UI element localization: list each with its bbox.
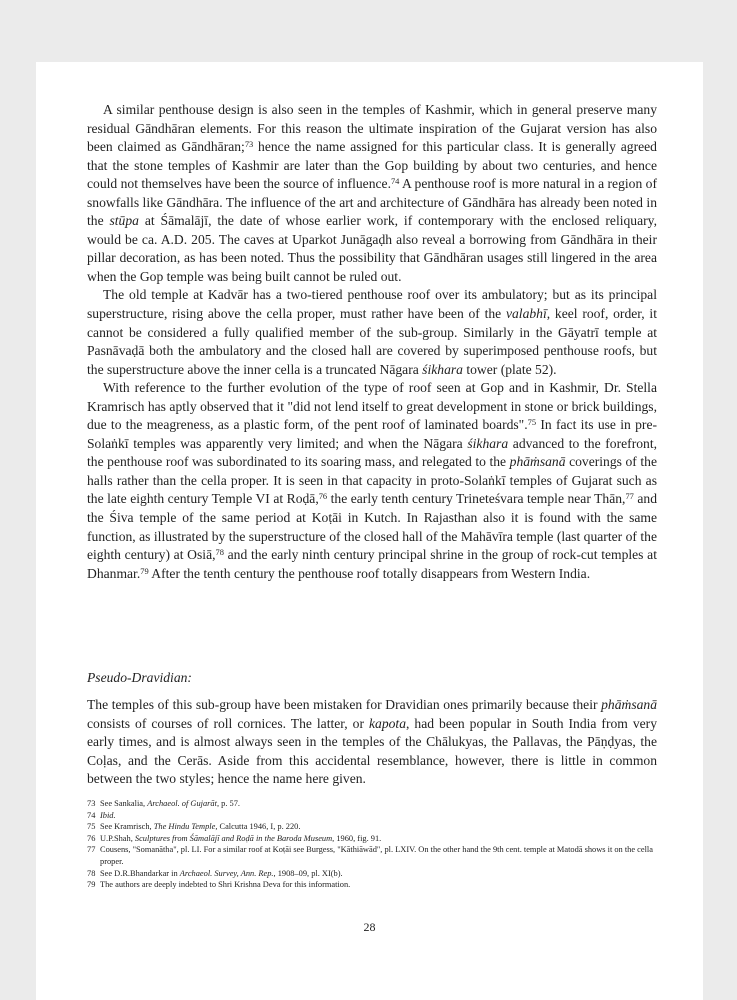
- footnote: [87, 868, 659, 880]
- text-run: the early tenth century Trineteśvara temple near Thān,: [327, 491, 626, 507]
- italic-term: śikhara: [422, 361, 463, 377]
- text-run: A penthouse roof is more natural in a region of snowfalls like Gāndhāra. The influence of the art and architecture of Gāndhāra has already been noted in the: [87, 176, 657, 229]
- footnote-title: Sculptures from Śāmalājī and Roḍā in the Baroda Museum: [134, 833, 333, 843]
- paragraph: [87, 379, 657, 583]
- footnote-number: 78: [87, 868, 96, 878]
- text-run: and the Śiva temple of the same period at Koṭāi in Kutch. In Rajasthan also it is found with the same function, as illustrated by the superstructure of the closed hall of the Mahāvīra temple (last quarter of the eighth century) at Osiā,: [87, 491, 657, 563]
- footnote-ref: 77: [625, 491, 634, 502]
- text-run: consists of courses of roll cornices. The latter, or: [87, 715, 369, 731]
- text-run: With reference to the further evolution of the type of roof seen at Gop and in Kashmir, Dr. Stella Kramrisch has aptly observed that it "did not lend itself to great development in stone or brick buildings, due to the meagreness, as a plastic form, of the pent roof of laminated boards".: [87, 380, 657, 433]
- text-run: , had been popular in South India from very early times, and is almost always seen in the temples of the Chālukyas, the Pallavas, the Pāṇḍyas, the Coḷas, and the Cerās. Aside from this accidental resemblance, however, there is little in common between the two styles; hence the name here given.: [87, 715, 657, 787]
- footnote-ref: 75: [527, 417, 537, 428]
- footnote-title: Ibid.: [100, 810, 116, 820]
- footnote: [87, 810, 659, 822]
- footnote-text: , p. 57.: [216, 799, 240, 808]
- footnote-text: Cousens, "Somanātha", pl. LI. For a similar roof at Koṭāi see Burgess, "Kāthiāwād", pl. LXIV. On the other hand the 9th cent. temple at Matodā shows it on the cella proper.: [100, 845, 653, 866]
- text-run: and the early ninth century principal shrine in the group of rock-cut temples at Dhanmar.: [87, 547, 657, 581]
- footnote-title: Archaeol. Survey, Ann. Rep.: [179, 868, 274, 878]
- footnote-ref: 78: [215, 547, 224, 558]
- footnote-text: The authors are deeply indebted to Shri Krishna Deva for this information.: [100, 880, 351, 890]
- italic-term: phāṁsanā: [601, 697, 657, 712]
- footnote-number: 79: [87, 880, 96, 890]
- text-run: coverings of the halls rather than the cella proper. It is seen in that capacity in proto-Solaṅkī temples of Gujarat such as the late eighth century Temple VI at Roḍā,: [87, 454, 657, 507]
- footnote: [87, 879, 659, 891]
- footnote-number: 73: [87, 799, 96, 808]
- text-run: advanced to the forefront, the penthouse roof was subordinated to its soaring mass, and relegated to the: [87, 435, 657, 470]
- text-run: In fact its use in pre-Solaṅkī temples was apparently very limited; and when the Nāgara: [87, 417, 658, 451]
- paragraph: [87, 286, 657, 379]
- footnote: [87, 798, 659, 810]
- footnote-ref: 76: [318, 491, 328, 502]
- footnote-ref: 73: [244, 139, 254, 150]
- footnote-text: , 1960, fig. 91.: [332, 833, 382, 843]
- text-run: A similar penthouse design is also seen in the temples of Kashmir, which in general preserve many residual Gāndhāran elements. For this reason the ultimate inspiration of the Gujarat version has also been claimed as Gāndhāran;: [87, 102, 657, 155]
- italic-term: valabhī: [505, 306, 547, 322]
- footnote-text: See Sankalia,: [100, 799, 148, 808]
- footnote: [87, 833, 659, 845]
- text-run: at Śāmalājī, the date of whose earlier work, if contemporary with the enclosed reliquary, would be ca. A.D. 205. The caves at Uparkot Junāgaḍh also reveal a borrowing from Gāndhāra in their pillar decoration, as has been noted. Thus the possibility that Gāndhāran usages still lingered in the area when the Gop temple was being built cannot be ruled out.: [87, 213, 657, 284]
- italic-term: śikhara: [467, 435, 509, 451]
- italic-term: stūpa: [109, 213, 139, 229]
- main-text: [87, 101, 657, 583]
- page-number: 28: [363, 920, 376, 934]
- italic-term: phāṁsanā: [509, 454, 566, 470]
- section-text: [87, 696, 657, 789]
- footnote-text: , Calcutta 1946, I, p. 220.: [215, 822, 301, 832]
- paragraph: [87, 101, 657, 286]
- text-run: tower (plate 52).: [462, 361, 557, 377]
- footnote-text: See D.R.Bhandarkar in: [100, 868, 180, 878]
- footnote-number: 77: [87, 845, 96, 855]
- footnote: [87, 821, 659, 833]
- text-run: The temples of this sub-group have been mistaken for Dravidian ones primarily because their: [87, 697, 602, 712]
- text-run: , keel roof, order, it cannot be considered a fully qualified member of the sub-group. Similarly in the Gāyatrī temple at Pasnāvaḍā both the ambulatory and the closed hall are covered by superimposed penthouse roofs, but the superstructure above the inner cella is a truncated Nāgara: [87, 306, 657, 377]
- paragraph: [87, 696, 657, 789]
- footnote-text: U.P.Shah,: [100, 833, 135, 843]
- footnote-number: 76: [87, 833, 96, 843]
- footnote: [87, 844, 659, 867]
- italic-term: kapota: [369, 715, 406, 731]
- footnote-number: 74: [87, 810, 96, 820]
- footnote-text: , 1908–09, pl. XI(b).: [273, 868, 343, 878]
- footnote-ref: 79: [140, 565, 149, 576]
- document-page: [36, 62, 703, 1000]
- footnotes: [87, 798, 659, 891]
- footnote-ref: 74: [390, 176, 400, 187]
- footnote-text: See Kramrisch,: [100, 822, 154, 832]
- text-run: hence the name assigned for this particular class. It is generally agreed that the stone temples of Kashmir are later than the Gop building by about two centuries, and hence could not themselves have been the source of influence.: [87, 139, 657, 192]
- section-heading: Pseudo-Dravidian:: [87, 670, 192, 685]
- footnote-title: Archaeol. of Gujarāt: [147, 799, 217, 808]
- text-run: After the tenth century the penthouse roof totally disappears from Western India.: [148, 565, 591, 581]
- footnote-title: The Hindu Temple: [153, 822, 216, 832]
- text-run: The old temple at Kadvār has a two-tiered penthouse roof over its ambulatory; but as its principal superstructure, rising above the cella proper, must rather have been of the: [87, 287, 657, 322]
- footnote-number: 75: [87, 822, 96, 832]
